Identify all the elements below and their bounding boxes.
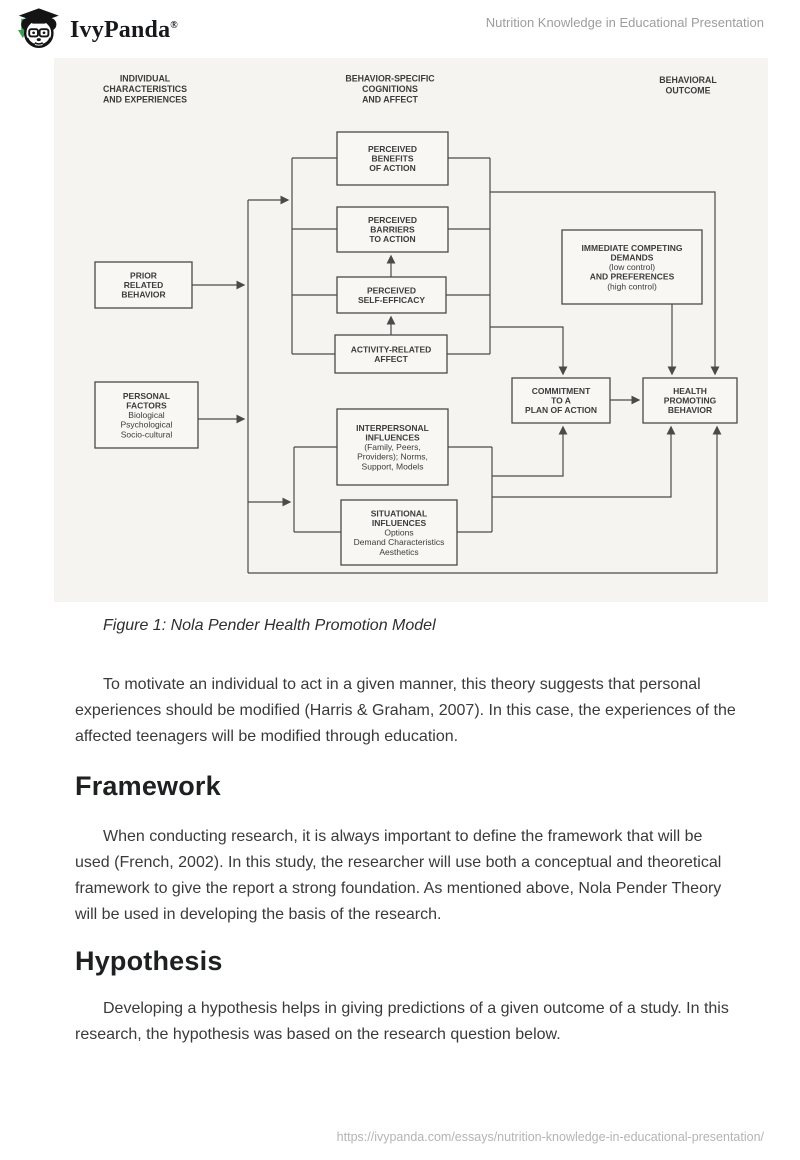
diagram-node-situational-influences: [341, 500, 457, 565]
svg-text:PERCEIVEDBENEFITSOF ACTION: PERCEIVED BENEFITS OF ACTION: [367, 144, 418, 174]
diagram-node-prior-related-behavior: [95, 262, 192, 308]
svg-text:INDIVIDUALCHARACTERISTICSAND E: INDIVIDUAL CHARACTERISTICS AND EXPERIENCES: [102, 73, 188, 105]
svg-text:ACTIVITY-RELATEDAFFECT: ACTIVITY-RELATED AFFECT: [350, 344, 432, 364]
registered-mark: ®: [170, 19, 178, 31]
svg-text:IMMEDIATE COMPETINGDEMANDS(low: IMMEDIATE COMPETING DEMANDS (low control) AND PREFERENCES (high control): [581, 242, 683, 292]
paragraph-framework: When conducting research, it is always important to define the framework that will be used (French, 2002). In this study, the researcher will use both a conceptual and theoretical framework to give the report a strong foundation. As mentioned above, Nola Pender Theory will be used in developing the basis of the research.: [75, 828, 722, 923]
svg-text:INTERPERSONALINFLUENCES(Family: INTERPERSONAL INFLUENCES (Family, Peers, Providers); Norms, Support, Models: [356, 422, 429, 472]
svg-text:SITUATIONALINFLUENCESOptionsDe: SITUATIONAL INFLUENCES Options Demand Characteristics Aesthetics: [353, 508, 445, 557]
diagram-column-header-behavioral-outcome: [659, 75, 717, 96]
svg-text:PERCEIVEDSELF-EFFICACY: PERCEIVED SELF-EFFICACY: [357, 285, 426, 305]
svg-text:HEALTHPROMOTINGBEHAVIOR: HEALTH PROMOTING BEHAVIOR: [663, 386, 717, 416]
brand-name: IvyPanda®: [70, 16, 178, 43]
diagram-node-perceived-benefits-of-action: [337, 132, 448, 185]
diagram-node-interpersonal-influences: [337, 409, 448, 485]
diagram-node-commitment-to-plan-of-action: [512, 378, 610, 423]
diagram-node-perceived-self-efficacy: [337, 277, 446, 313]
svg-text:PERSONALFACTORSBiologicalPsych: PERSONAL FACTORS Biological Psychological Socio-cultural: [120, 390, 173, 440]
figure-caption: Figure 1: Nola Pender Health Promotion Model: [103, 617, 436, 634]
svg-text:PERCEIVEDBARRIERSTO ACTION: PERCEIVED BARRIERS TO ACTION: [367, 215, 418, 245]
svg-text:PRIORRELATEDBEHAVIOR: PRIOR RELATED BEHAVIOR: [121, 270, 166, 300]
svg-text:BEHAVIORALOUTCOME: BEHAVIORAL OUTCOME: [659, 74, 717, 96]
diagram-node-activity-related-affect: [335, 335, 447, 373]
footer-source-url: https://ivypanda.com/essays/nutrition-knowledge-in-educational-presentation/: [336, 1130, 764, 1144]
diagram-node-immediate-competing-demands: [562, 230, 702, 304]
heading-hypothesis: Hypothesis: [75, 946, 223, 977]
heading-framework: Framework: [75, 771, 221, 802]
diagram-node-health-promoting-behavior: [643, 378, 737, 423]
paragraph-hypothesis: Developing a hypothesis helps in giving predictions of a given outcome of a study. In this research, the hypothesis was based on the research question below.: [75, 1000, 729, 1043]
diagram-node-personal-factors: [95, 382, 198, 448]
svg-text:COMMITMENTTO APLAN OF ACTION: COMMITMENT TO A PLAN OF ACTION: [525, 386, 597, 416]
paragraph-theory: To motivate an individual to act in a given manner, this theory suggests that personal experiences should be modified (Harris & Graham, 2007). In this case, the experiences of the affected teenagers will be modified through education.: [75, 676, 736, 745]
diagram-node-perceived-barriers-to-action: [337, 207, 448, 252]
svg-text:BEHAVIOR-SPECIFICCOGNITIONSAND: BEHAVIOR-SPECIFIC COGNITIONS AND AFFECT: [345, 73, 435, 105]
document-title: Nutrition Knowledge in Educational Presentation: [485, 15, 764, 30]
